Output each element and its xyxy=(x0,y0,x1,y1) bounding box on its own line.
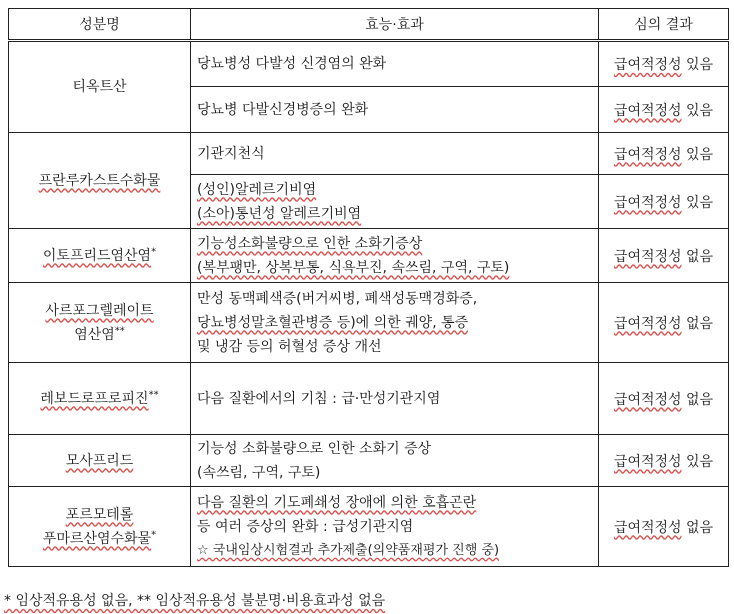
result-status: 있음 xyxy=(686,102,714,119)
result-status: 있음 xyxy=(686,57,714,73)
effect-line: 기관지천식 xyxy=(197,145,265,162)
effect-line: 및 냉감 등의 허혈성 증상 개선 xyxy=(197,338,382,355)
ingredient-name: 프란루카스트수화물 xyxy=(38,172,161,189)
ingredient-name: 푸마르산염수화물* xyxy=(42,528,157,547)
result-cell xyxy=(599,133,729,175)
result-label: 급여적정성 xyxy=(613,146,682,163)
result-label: 급여적정성 xyxy=(613,453,682,470)
effect-line: (성인)알레르기비염 xyxy=(197,181,317,198)
ingredient-cell xyxy=(9,435,191,487)
effect-line: (소아)통년성 알레르기비염 xyxy=(197,205,362,222)
result-cell xyxy=(599,41,729,87)
result-cell xyxy=(599,175,729,229)
effect-cell xyxy=(191,133,599,175)
result-cell xyxy=(599,487,729,567)
effect-line: 다음 질환의 기도폐쇄성 장애에 의한 호흡곤란 xyxy=(197,494,477,511)
ingredient-cell xyxy=(9,487,191,567)
footnote-mark: ** xyxy=(148,388,159,400)
table-row xyxy=(9,435,729,487)
ingredient-cell xyxy=(9,229,191,283)
footnote-mark: ** xyxy=(114,324,125,336)
result-status: 없음 xyxy=(686,315,714,332)
effect-line: 다음 질환에서의 기침 : 급·만성기관지염 xyxy=(197,390,441,407)
header-result: 심의 결과 xyxy=(599,9,729,41)
ingredient-name: 레보드로프로피진 xyxy=(40,390,149,407)
effect-cell xyxy=(191,175,599,229)
table-row xyxy=(9,487,729,567)
ingredient-name: 사르포그렐레이트 xyxy=(45,302,154,319)
result-cell xyxy=(599,363,729,435)
effect-cell xyxy=(191,435,599,487)
result-status: 있음 xyxy=(686,453,714,470)
ingredient-cell xyxy=(9,133,191,229)
effect-line: (복부팽만, 상복부통, 식욕부진, 속쓰림, 구역, 구토) xyxy=(197,259,510,276)
effect-cell xyxy=(191,487,599,567)
result-status: 있음 xyxy=(686,194,714,211)
result-status: 있음 xyxy=(686,146,714,163)
effect-cell xyxy=(191,87,599,133)
effect-line: 기능성소화불량으로 인한 소화기증상 xyxy=(197,235,423,252)
ingredient-cell xyxy=(9,41,191,133)
effect-line: 만성 동맥폐색증(버거씨병, 폐색성동맥경화증, xyxy=(197,290,478,307)
effect-line: 당뇨병성 다발성 신경염의 완화 xyxy=(197,56,387,72)
result-status: 없음 xyxy=(686,391,714,408)
ingredient-name: 이토프리드염산염 xyxy=(42,247,152,264)
effect-line: (속쓰림, 구역, 구토) xyxy=(197,464,321,481)
ingredient-cell xyxy=(9,363,191,435)
table-row xyxy=(9,133,729,175)
header-ingredient: 성분명 xyxy=(9,9,191,41)
effect-line: ☆ 국내임상시험결과 추가제출(의약품재평가 진행 중) xyxy=(197,542,500,558)
result-status: 없음 xyxy=(686,519,714,536)
result-label: 급여적정성 xyxy=(613,519,682,536)
table-row xyxy=(9,229,729,283)
footnote: * 임상적유용성 없음, ** 임상적유용성 불분명·비용효과성 없음 xyxy=(4,593,386,609)
result-label: 급여적정성 xyxy=(613,391,682,408)
result-status: 없음 xyxy=(686,248,714,265)
effect-cell xyxy=(191,41,599,87)
result-cell xyxy=(599,87,729,133)
effect-line: 등 여러 증상의 완화 : 급성기관지염 xyxy=(197,518,414,535)
table-row xyxy=(9,41,729,87)
ingredient-cell xyxy=(9,283,191,363)
result-label: 급여적정성 xyxy=(613,315,682,332)
ingredient-name: 염산염** xyxy=(74,324,125,343)
effect-cell xyxy=(191,363,599,435)
effect-line: 당뇨병 다발신경병증의 완화 xyxy=(197,101,369,118)
ingredient-name: 티옥트산 xyxy=(72,79,127,95)
result-label: 급여적정성 xyxy=(613,102,682,119)
ingredient-name: 포르모테롤 xyxy=(65,506,134,523)
result-label: 급여적정성 xyxy=(613,57,682,73)
effect-line: 당뇨병성말초혈관병증 등)에 의한 궤양, 통증 xyxy=(197,314,469,331)
footnote-mark: * xyxy=(151,528,157,540)
result-cell xyxy=(599,229,729,283)
effect-cell xyxy=(191,283,599,363)
result-label: 급여적정성 xyxy=(613,248,682,265)
table-row xyxy=(9,283,729,363)
result-cell xyxy=(599,283,729,363)
evaluation-table xyxy=(8,8,729,567)
header-row xyxy=(9,9,729,41)
result-cell xyxy=(599,435,729,487)
header-effect: 효능·효과 xyxy=(191,9,599,41)
effect-cell xyxy=(191,229,599,283)
table-row xyxy=(9,363,729,435)
footnote-mark: * xyxy=(151,245,157,257)
ingredient-name: 모사프리드 xyxy=(65,452,134,469)
effect-line: 기능성 소화불량으로 인한 소화기 증상 xyxy=(197,440,432,457)
result-label: 급여적정성 xyxy=(613,194,682,211)
